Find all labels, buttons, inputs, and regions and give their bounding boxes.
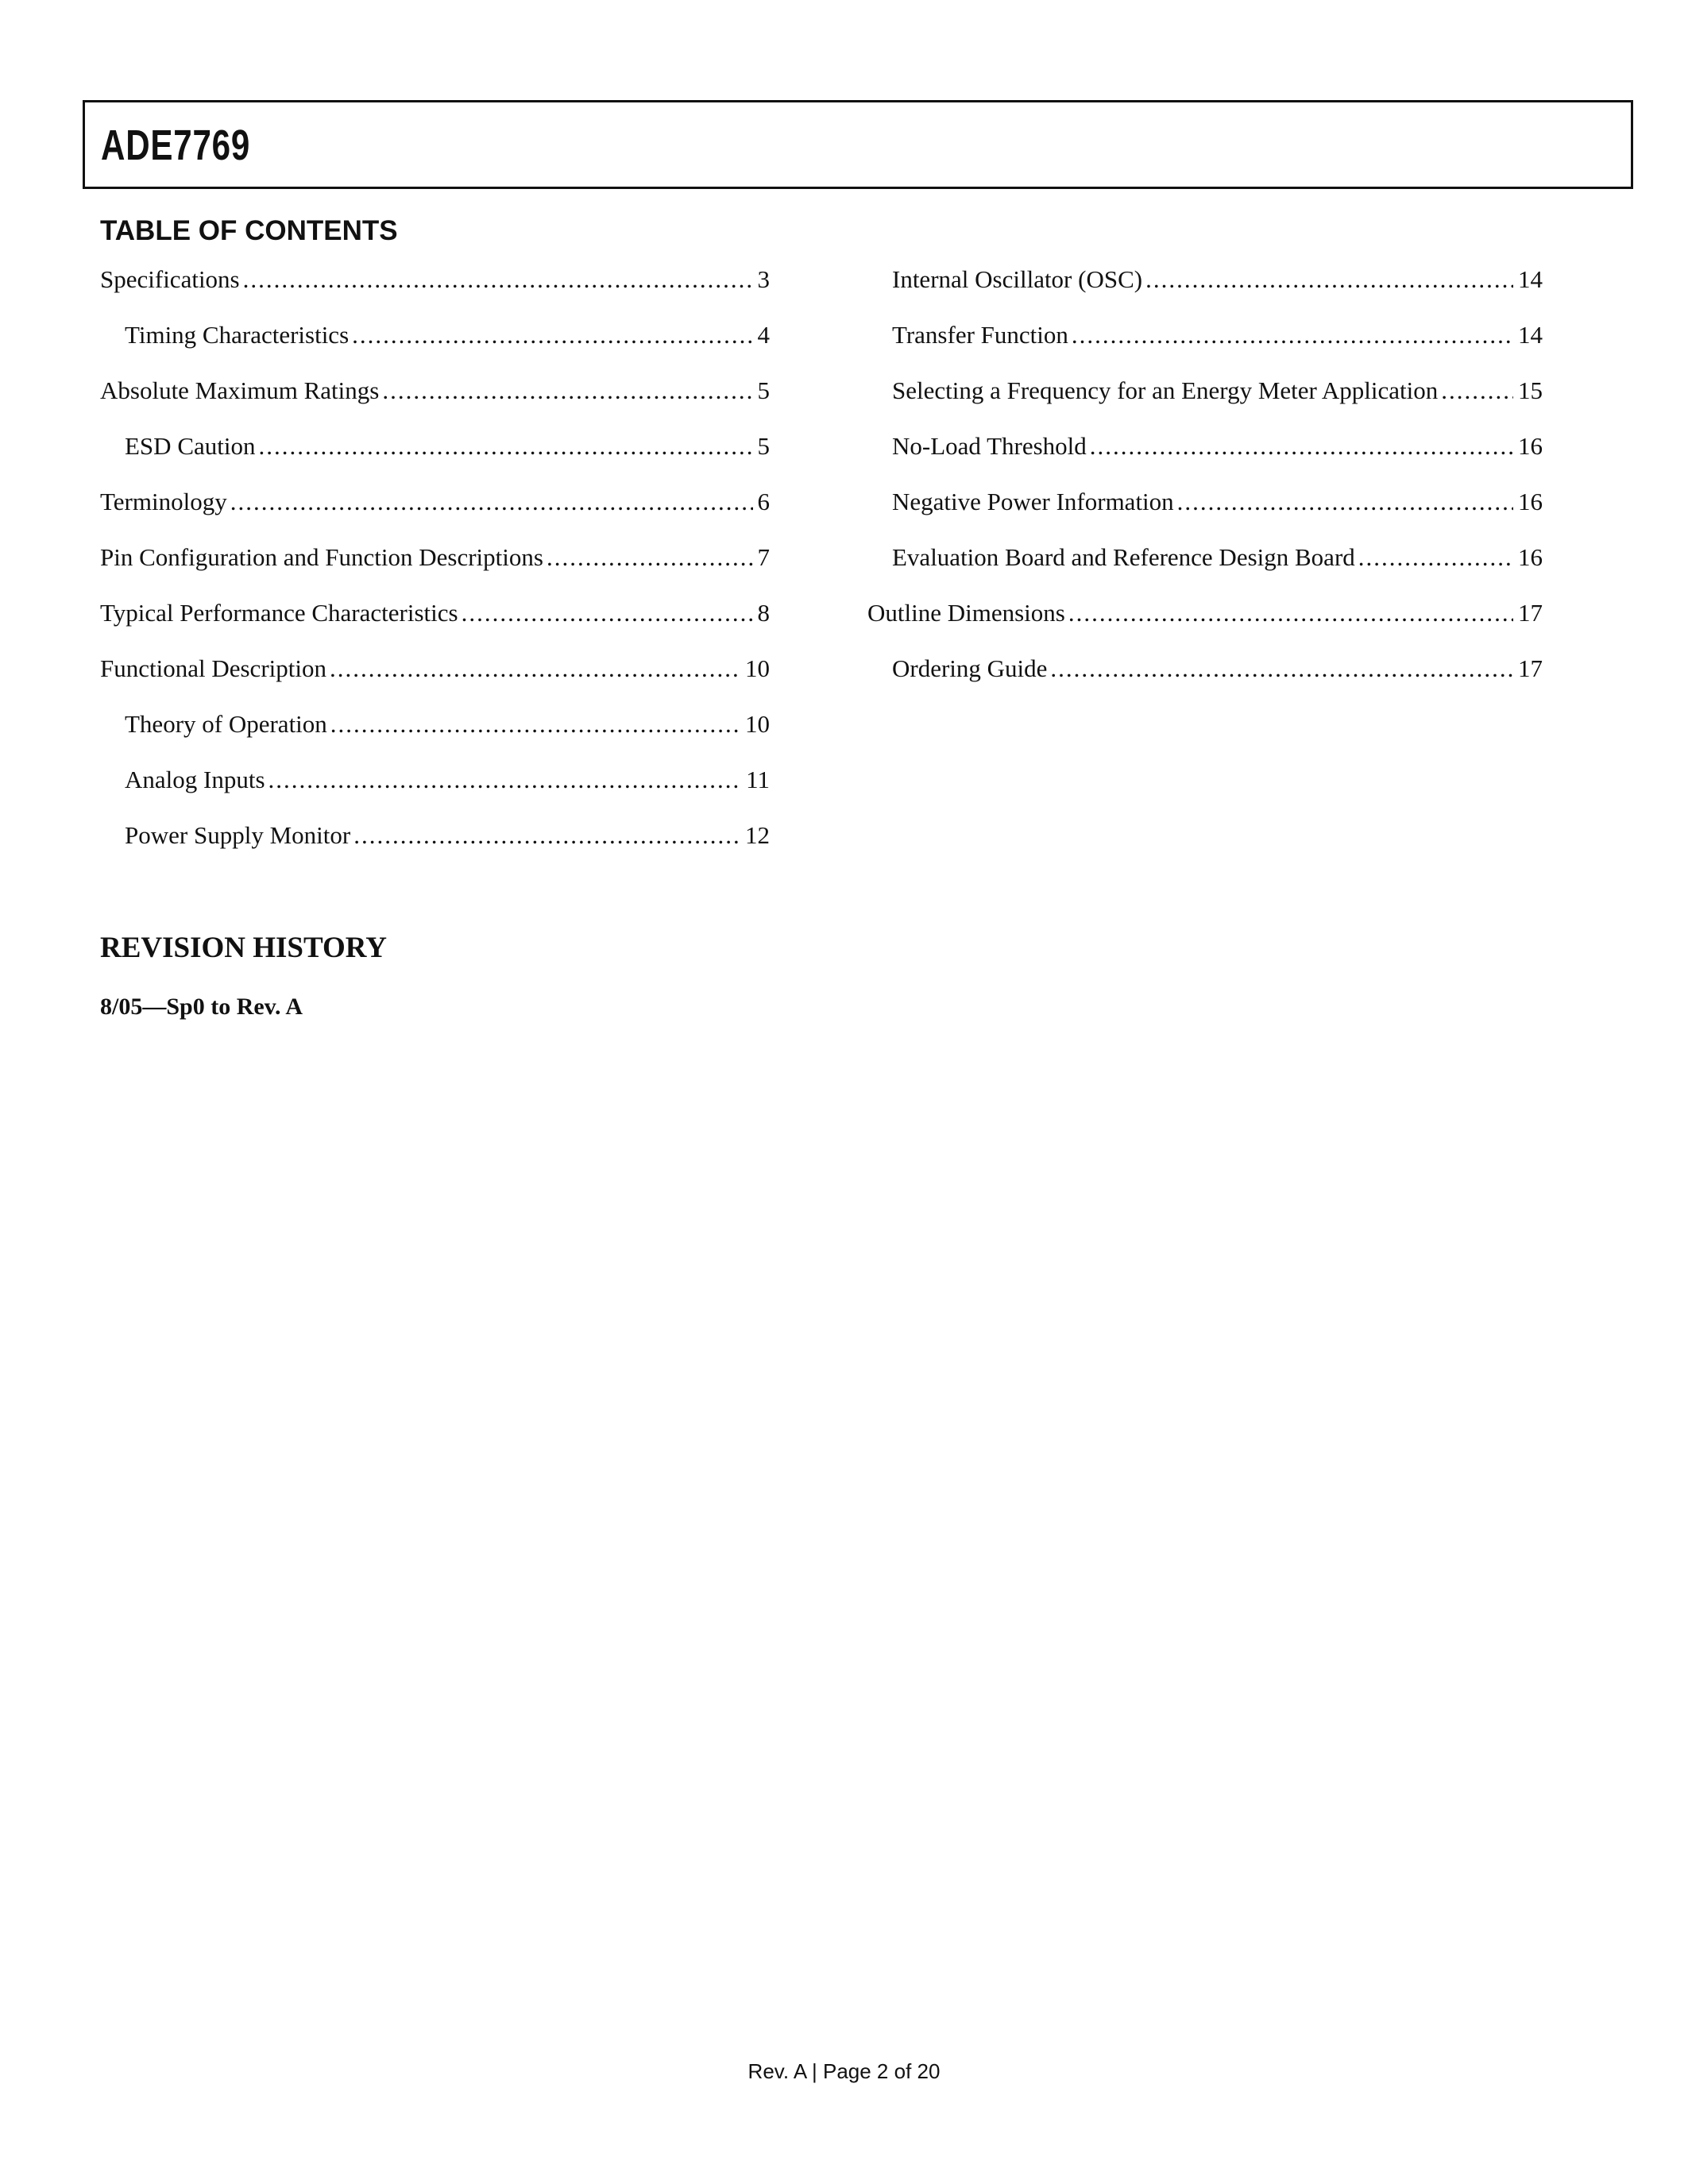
toc-entry-page: 7 [757, 543, 770, 571]
page-footer: Rev. A | Page 2 of 20 [747, 2059, 941, 2083]
toc-leader-dots [258, 429, 752, 464]
toc-entry[interactable] [867, 484, 1543, 540]
toc-entry-label: Power Supply Monitor [125, 821, 351, 849]
toc-entry[interactable] [100, 596, 770, 651]
toc-entry-label: Functional Description [100, 654, 326, 682]
toc-entry-page: 16 [1518, 543, 1543, 571]
toc-entry-page: 17 [1518, 599, 1543, 627]
toc-heading: TABLE OF CONTENTS [100, 215, 398, 246]
toc-leader-dots [230, 484, 753, 519]
toc-entry[interactable] [100, 707, 770, 762]
toc-leader-dots [1068, 596, 1513, 631]
toc-left-column [100, 262, 770, 874]
toc-entry-page: 4 [757, 321, 770, 349]
toc-leader-dots [353, 818, 740, 853]
toc-entry[interactable] [867, 540, 1543, 596]
toc-leader-dots [382, 373, 752, 408]
toc-entry-label: Transfer Function [892, 321, 1068, 349]
toc-entry[interactable] [100, 262, 770, 318]
revision-history-heading: REVISION HISTORY [100, 932, 387, 964]
toc-entry-page: 8 [757, 599, 770, 627]
toc-entry[interactable] [100, 762, 770, 818]
toc-entry-page: 5 [757, 432, 770, 460]
toc-entry[interactable] [867, 651, 1543, 707]
toc-entry-page: 17 [1518, 654, 1543, 682]
toc-leader-dots [330, 707, 740, 742]
toc-entry-label: Pin Configuration and Function Descriptions [100, 543, 543, 571]
toc-entry-label: Ordering Guide [892, 654, 1048, 682]
revision-history-entry: 8/05—Sp0 to Rev. A [100, 994, 303, 1020]
toc-entry-label: Negative Power Information [892, 488, 1174, 515]
toc-entry[interactable] [100, 373, 770, 429]
toc-entry-page: 5 [757, 376, 770, 404]
toc-entry-label: Outline Dimensions [867, 599, 1065, 627]
toc-entry-page: 16 [1518, 488, 1543, 515]
toc-entry-page: 10 [745, 654, 770, 682]
toc-entry[interactable] [100, 318, 770, 373]
document-header [83, 100, 1633, 189]
toc-entry-page: 3 [757, 265, 770, 293]
toc-leader-dots [243, 262, 753, 297]
toc-entry-label: Theory of Operation [125, 710, 327, 738]
toc-entry[interactable] [867, 318, 1543, 373]
toc-entry-label: Typical Performance Characteristics [100, 599, 458, 627]
toc-entry-page: 12 [745, 821, 770, 849]
toc-entry-label: No-Load Threshold [892, 432, 1087, 460]
toc-leader-dots [547, 540, 753, 575]
toc-entry[interactable] [100, 818, 770, 874]
document-title: ADE7769 [101, 122, 251, 169]
toc-entry-page: 16 [1518, 432, 1543, 460]
toc-entry[interactable] [867, 262, 1543, 318]
toc-leader-dots [1358, 540, 1513, 575]
toc-entry[interactable] [100, 484, 770, 540]
toc-entry-page: 14 [1518, 321, 1543, 349]
toc-entry[interactable] [867, 429, 1543, 484]
toc-leader-dots [1177, 484, 1513, 519]
toc-entry-label: Terminology [100, 488, 227, 515]
toc-right-column [867, 262, 1543, 707]
toc-leader-dots [1441, 373, 1513, 408]
toc-entry[interactable] [100, 651, 770, 707]
toc-entry-page: 11 [746, 766, 770, 793]
toc-leader-dots [1072, 318, 1513, 353]
toc-entry-page: 14 [1518, 265, 1543, 293]
toc-entry-label: Evaluation Board and Reference Design Board [892, 543, 1355, 571]
toc-leader-dots [1090, 429, 1513, 464]
toc-leader-dots [352, 318, 752, 353]
toc-entry[interactable] [100, 540, 770, 596]
toc-entry-page: 15 [1518, 376, 1543, 404]
toc-entry-label: Timing Characteristics [125, 321, 350, 349]
toc-entry-label: Selecting a Frequency for an Energy Meter Application [892, 376, 1439, 404]
toc-leader-dots [462, 596, 753, 631]
toc-leader-dots [268, 762, 742, 797]
toc-entry[interactable] [867, 596, 1543, 651]
toc-entry-label: ESD Caution [125, 432, 256, 460]
toc-entry-label: Analog Inputs [125, 766, 265, 793]
toc-entry-label: Specifications [100, 265, 240, 293]
toc-entry-page: 10 [745, 710, 770, 738]
toc-leader-dots [1145, 262, 1513, 297]
toc-entry[interactable] [100, 429, 770, 484]
toc-entry-page: 6 [757, 488, 770, 515]
toc-entry-label: Internal Oscillator (OSC) [892, 265, 1143, 293]
toc-leader-dots [330, 651, 740, 686]
toc-leader-dots [1050, 651, 1513, 686]
toc-entry-label: Absolute Maximum Ratings [100, 376, 380, 404]
toc-entry[interactable] [867, 373, 1543, 429]
